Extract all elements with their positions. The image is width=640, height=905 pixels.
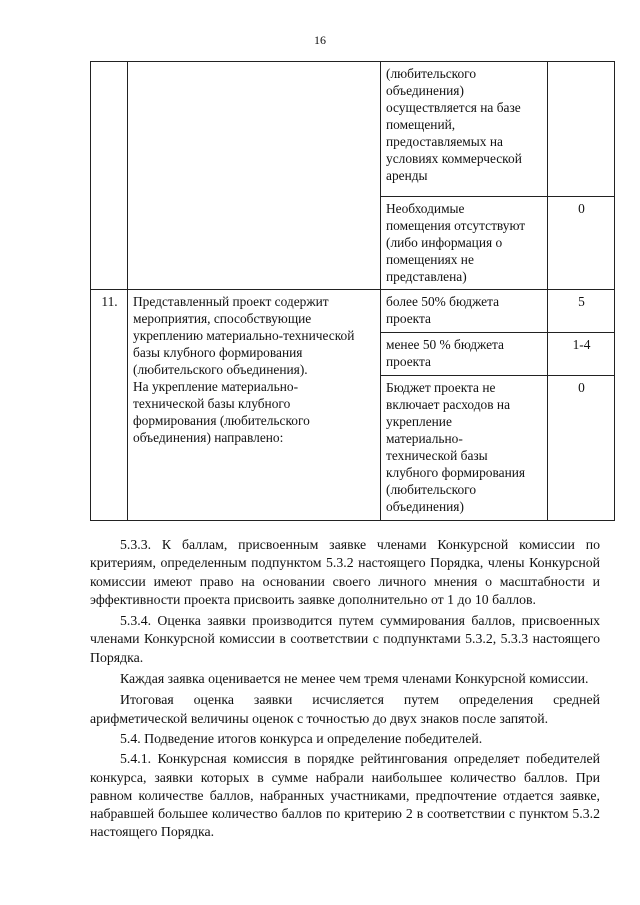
paragraph: 5.4.1. Конкурсная комиссия в порядке рейтингования определяет победителей конкурса, заявки которых в сумме набрали наибольшее количество баллов. При равном количестве баллов, набранных участниками, предпочтение отдается заявке, набравшей большее количество баллов по критерию 2 в соответствии с пунктом 5.3.2 настоящего Порядка. (90, 751, 600, 840)
option-cell: Бюджет проекта не включает расходов на укрепление материально- технической базы клубного формирования (любительского объединения) (381, 376, 548, 521)
page-number: 16 (314, 33, 326, 47)
option-cell: менее 50 % бюджета проекта (381, 333, 548, 376)
table-row (91, 62, 615, 197)
paragraph: Итоговая оценка заявки исчисляется путем определения средней арифметической величины оценок с точностью до двух знаков после запятой. (90, 692, 600, 726)
body-text (90, 536, 600, 842)
criterion-cell: Представленный проект содержит мероприятия, способствующие укреплению материально-технической базы клубного формирования (любительского объединения). На укрепление материально- технической базы клубного формирования (любительского объединения) направлено: (128, 290, 381, 521)
number-cell (91, 62, 128, 290)
score-cell: 0 (548, 376, 615, 521)
score-cell: 1-4 (548, 333, 615, 376)
paragraph: 5.3.4. Оценка заявки производится путем суммирования баллов, присвоенных членами Конкурсной комиссии в соответствии с подпунктами 5.3.2, 5.3.3 настоящего Порядка. (90, 613, 600, 665)
table-row (91, 290, 615, 333)
option-cell: (любительского объединения) осуществляется на базе помещений, предоставляемых на условиях коммерческой аренды (381, 62, 548, 197)
paragraph: Каждая заявка оценивается не менее чем тремя членами Конкурсной комиссии. (120, 671, 589, 687)
criteria-table (90, 61, 615, 521)
score-cell: 0 (548, 197, 615, 290)
option-cell: Необходимые помещения отсутствуют (либо информация о помещениях не представлена) (381, 197, 548, 290)
paragraph: 5.3.3. К баллам, присвоенным заявке членами Конкурсной комиссии по критериям, определенным подпунктом 5.3.2 настоящего Порядка, члены Конкурсной комиссии имеют право на основании своего личного мнения о масштабности и эффективности проекта присвоить заявке дополнительно от 1 до 10 баллов. (90, 537, 600, 607)
paragraph: 5.4. Подведение итогов конкурса и определение победителей. (120, 730, 483, 746)
score-cell (548, 62, 615, 197)
criterion-cell (128, 62, 381, 290)
number-cell: 11. (91, 290, 128, 521)
option-cell: более 50% бюджета проекта (381, 290, 548, 333)
score-cell: 5 (548, 290, 615, 333)
